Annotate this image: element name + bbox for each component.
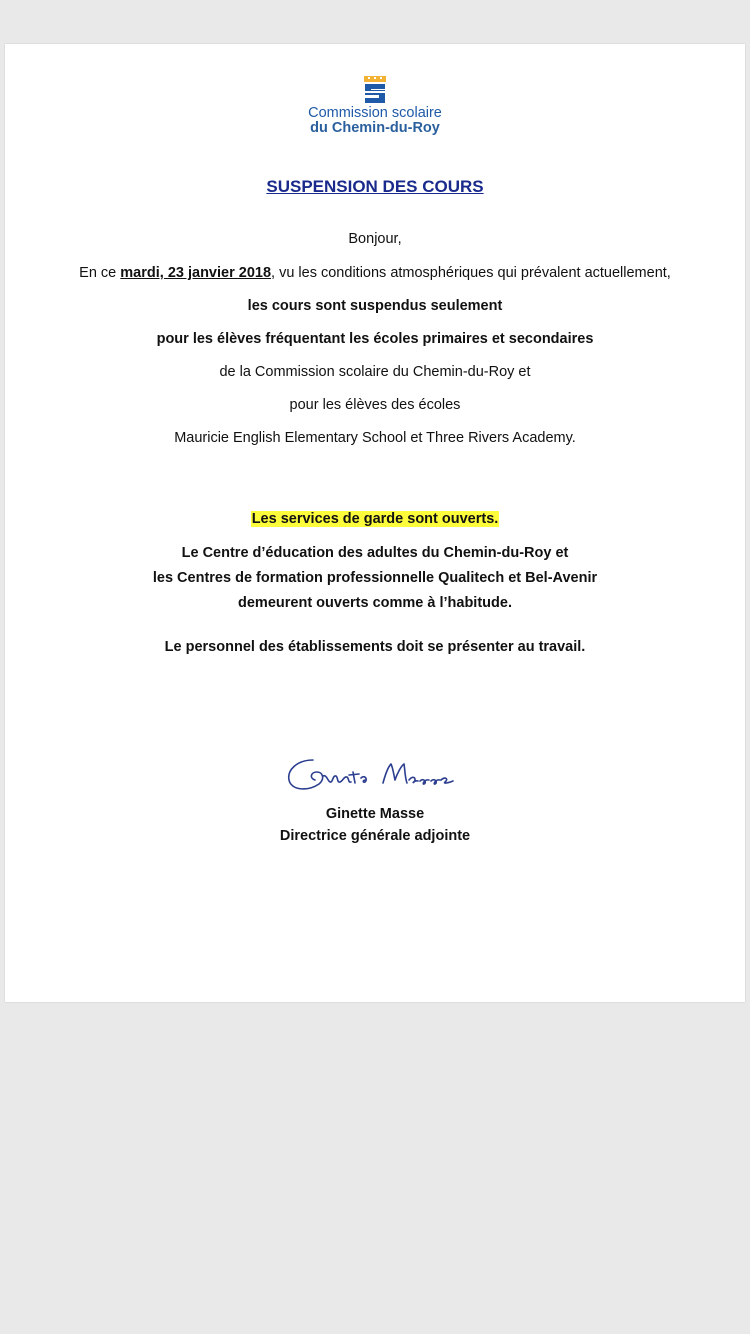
suspension-line-5: Mauricie English Elementary School et Three Rivers Academy. <box>174 430 576 446</box>
signatory-role: Directrice générale adjointe <box>279 828 471 844</box>
letter-page <box>5 44 745 1002</box>
title-line <box>5 177 745 197</box>
intro-after: , vu les conditions atmosphériques qui prévalent actuellement, <box>271 265 671 281</box>
school-board-logo-icon <box>362 76 388 106</box>
open-line-1: Le Centre d’éducation des adultes du Chemin-du-Roy et <box>181 545 569 561</box>
staff-line: Le personnel des établissements doit se présenter au travail. <box>164 639 586 655</box>
document-title: SUSPENSION DES COURS <box>266 177 484 196</box>
highlight-line <box>5 511 745 527</box>
intro-before: En ce <box>79 265 121 281</box>
logo-line-1: Commission scolaire <box>308 105 442 121</box>
suspension-line-1: les cours sont suspendus seulement <box>247 298 503 314</box>
daycare-open-highlight: Les services de garde sont ouverts. <box>251 511 499 527</box>
signatory-name: Ginette Masse <box>325 806 425 822</box>
logo <box>5 76 745 136</box>
suspension-line-3: de la Commission scolaire du Chemin-du-Roy et <box>219 364 531 380</box>
open-line-3: demeurent ouverts comme à l’habitude. <box>238 595 512 611</box>
open-line-2: les Centres de formation professionnelle Qualitech et Bel-Avenir <box>152 570 598 586</box>
handwritten-signature <box>283 750 468 796</box>
suspension-line-2: pour les élèves fréquentant les écoles primaires et secondaires <box>156 331 594 347</box>
logo-line-2: du Chemin-du-Roy <box>310 120 440 136</box>
greeting: Bonjour, <box>348 231 402 247</box>
intro-line <box>5 265 745 281</box>
intro-date: mardi, 23 janvier 2018 <box>120 265 272 281</box>
suspension-line-4: pour les élèves des écoles <box>289 397 461 413</box>
